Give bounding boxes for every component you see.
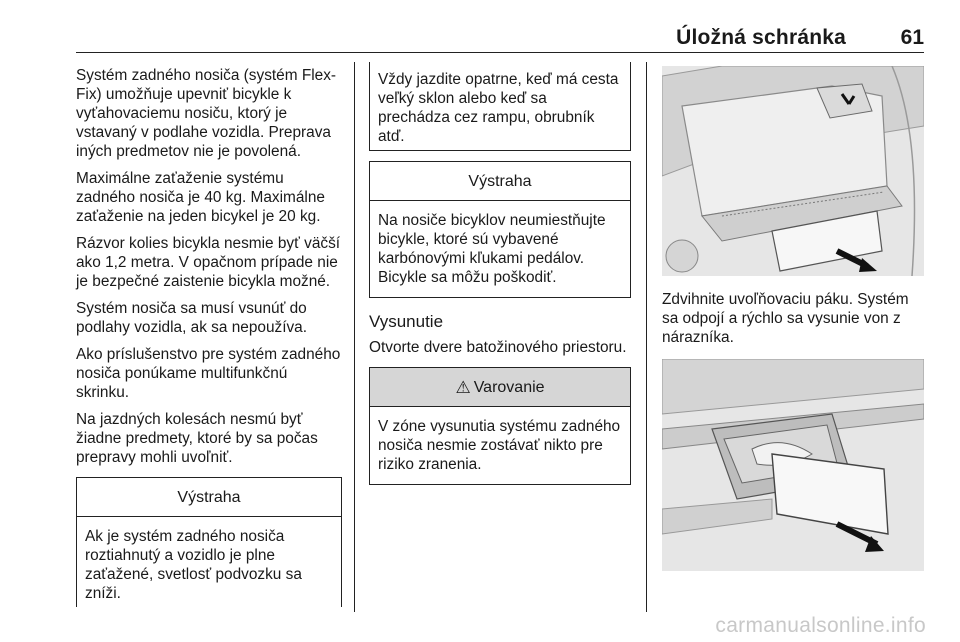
illustration-release-lever (662, 66, 924, 276)
paragraph-accessory: Ako príslušenstvo pre systém zadného nosiča ponúkame multifunkčnú skrinku. (76, 346, 341, 401)
warning-box (369, 367, 631, 485)
paragraph-max-load: Maximálne zaťaženie systému zadného nosiča je 40 kg. Maximálne zaťaženie na jeden bicykel je 20 kg. (76, 170, 325, 225)
column-3 (662, 66, 924, 571)
column-1 (76, 66, 342, 607)
section-text: Otvorte dvere batožinového priestoru. (369, 339, 627, 356)
page-title: Úložná schránka (676, 26, 846, 49)
caution-box (76, 477, 342, 607)
caution-continuation-text: Vždy jazdite opatrne, keď má cesta veľký sklon alebo keď sa prechádza cez rampu, obrubník atď. (378, 71, 619, 145)
caution-2-heading: Výstraha (370, 162, 630, 201)
figure-caption: Zdvihnite uvoľňovaciu páku. Systém sa odpojí a rýchlo sa vysunie von z nárazníka. (662, 291, 909, 346)
warning-heading: Varovanie (473, 378, 545, 396)
warning-triangle-icon: ⚠ (455, 377, 471, 397)
page-number: 61 (900, 26, 924, 49)
watermark: carmanualsonline.info (715, 614, 926, 637)
caution-continuation-box (369, 62, 631, 151)
paragraph-retract: Systém nosiča sa musí vsunúť do podlahy vozidla, ak sa nepoužíva. (76, 300, 308, 336)
caution-heading: Výstraha (77, 478, 341, 517)
caution-2-text: Na nosiče bicyklov neumiestňujte bicykle, ktoré sú vybavené karbónovými kľukami pedálov. Bicykle sa môžu poškodiť. (378, 212, 606, 286)
warning-heading-bar (370, 368, 630, 407)
section-heading-vysunutie: Vysunutie (369, 312, 444, 331)
column-divider-1 (354, 62, 355, 612)
column-divider-2 (646, 62, 647, 612)
paragraph-wheels: Na jazdných kolesách nesmú byť žiadne predmety, ktoré by sa počas prepravy mohli uvoľniť. (76, 411, 318, 466)
column-2 (369, 66, 631, 485)
illustration-carrier-extended (662, 359, 924, 571)
paragraph-wheelbase: Rázvor kolies bicykla nesmie byť väčší ako 1,2 metra. V opačnom prípade nie je bezpečné zaistenie bicykla možné. (76, 235, 341, 290)
warning-text: V zóne vysunutia systému zadného nosiča nesmie zostávať nikto pre riziko zranenia. (378, 418, 621, 473)
caution-box-2 (369, 161, 631, 298)
caution-text: Ak je systém zadného nosiča roztiahnutý a vozidlo je plne zaťažené, svetlosť podvozku sa zníži. (85, 528, 302, 602)
page-header (76, 22, 924, 53)
paragraph-flexfix-intro: Systém zadného nosiča (systém Flex-Fix) umožňuje upevniť bicykle k vyťahovaciemu nosiču, ktorý je vstavaný v podlahe vozidla. Preprava iných predmetov nie je povolená. (76, 67, 337, 160)
